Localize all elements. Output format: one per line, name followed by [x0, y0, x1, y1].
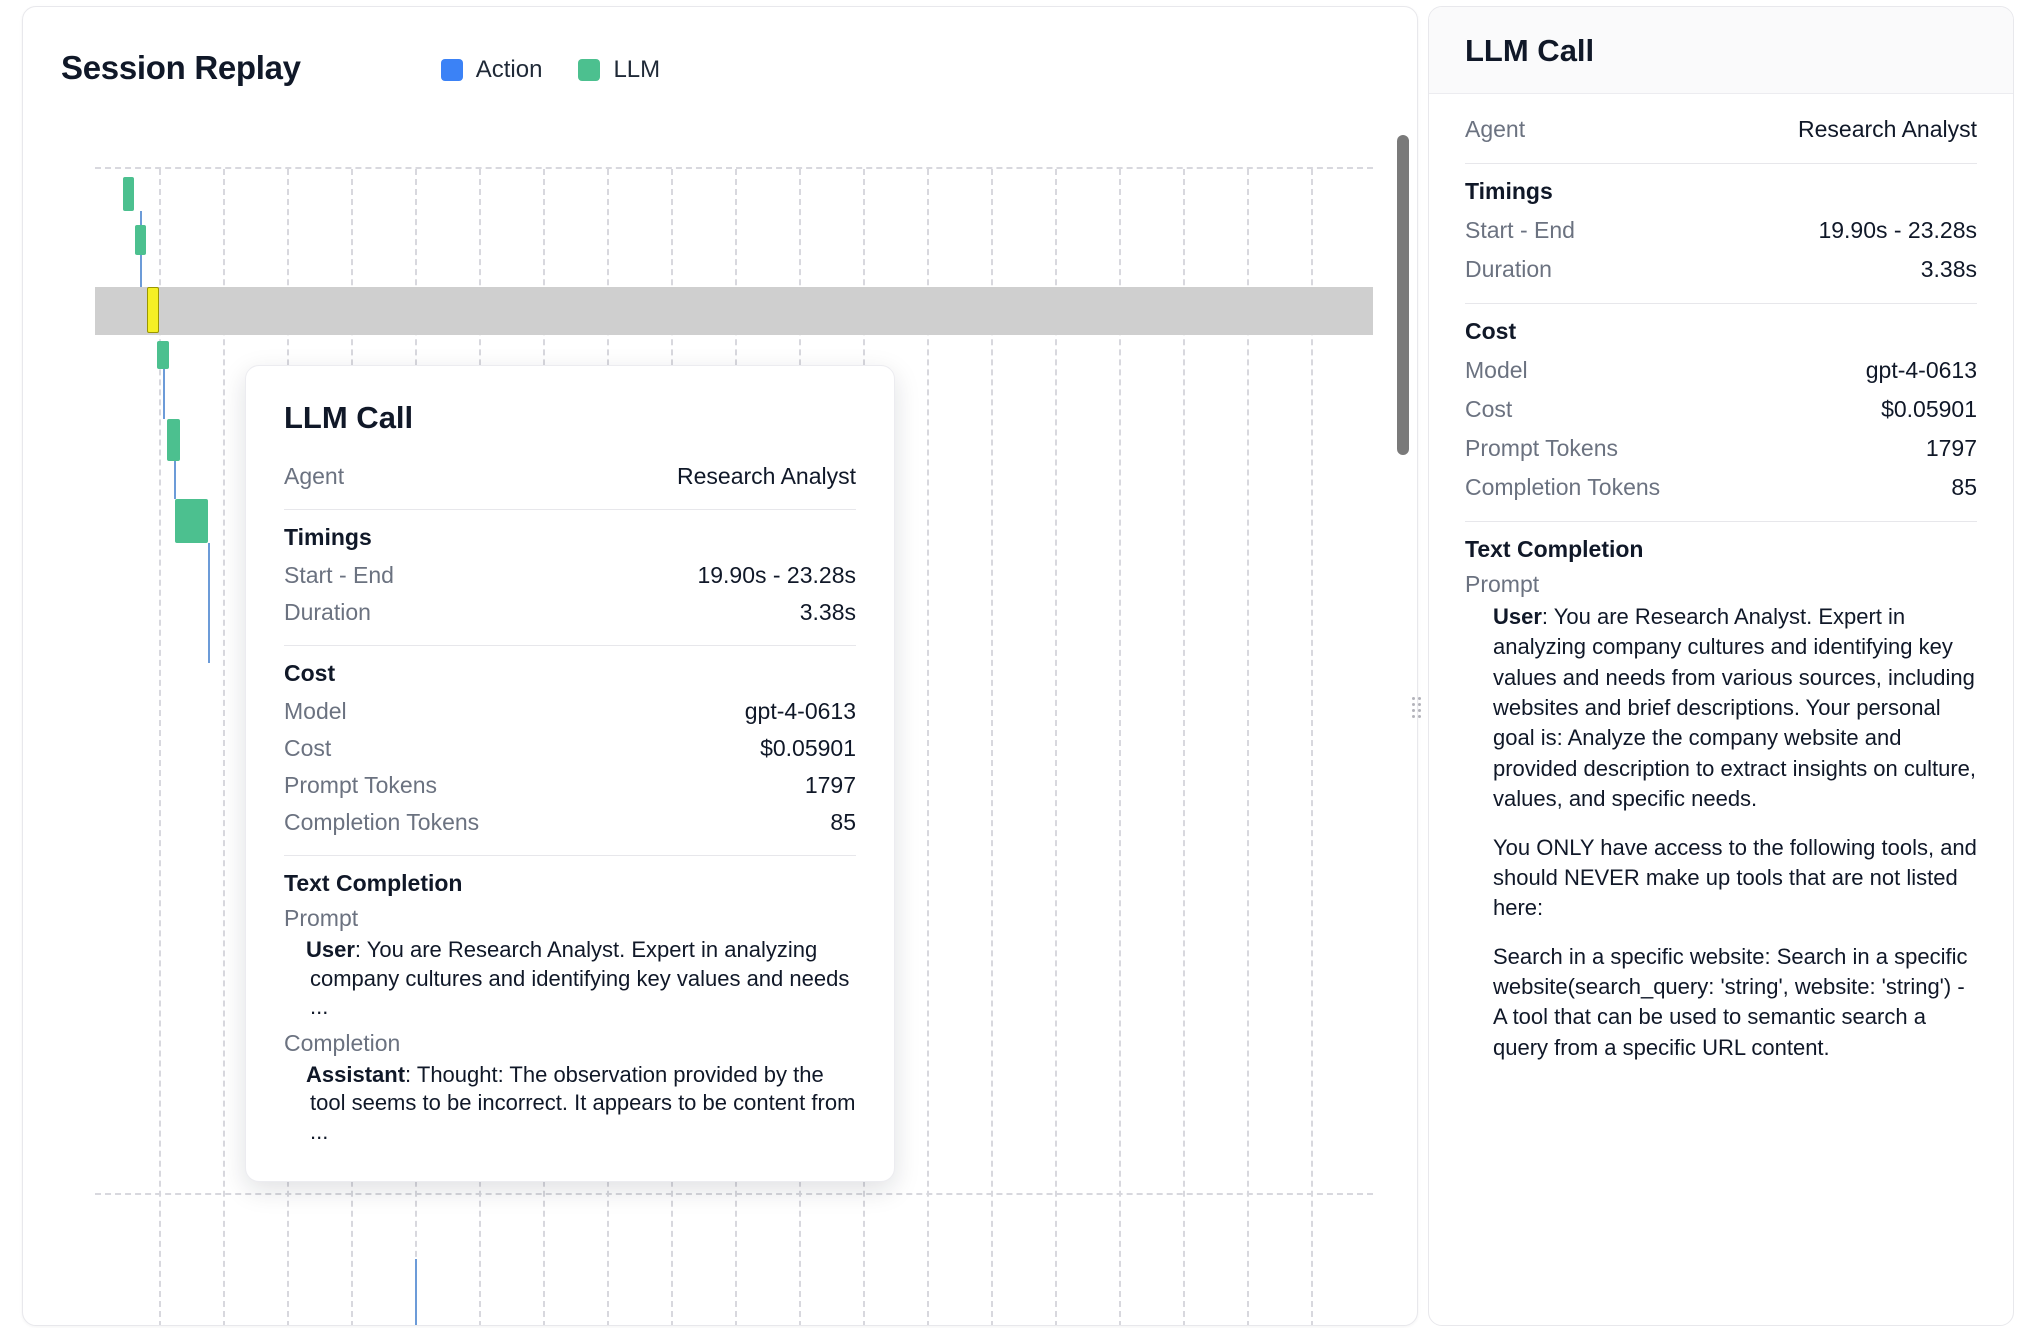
handle-dot [1418, 703, 1421, 706]
detail-prompt-paragraph-2: You ONLY have access to the following tools, and should NEVER make up tools that are not listed here: [1493, 834, 1977, 921]
tooltip-prompt-tokens-label: Prompt Tokens [284, 772, 437, 798]
timeline-gridline [1183, 169, 1185, 1326]
detail-model-label: Model [1465, 357, 1528, 383]
handle-dot [1418, 715, 1421, 718]
action-swatch-icon [441, 59, 463, 81]
handle-dot [1412, 709, 1415, 712]
detail-startend-value: 19.90s - 23.28s [1818, 217, 1977, 243]
legend [441, 52, 660, 84]
tooltip-timings-head: Timings [284, 524, 372, 550]
detail-cost-value: $0.05901 [1881, 396, 1977, 422]
tooltip-cost-head: Cost [284, 660, 336, 686]
timeline-connector [174, 461, 176, 499]
detail-model-row [1465, 351, 1977, 390]
timeline-bar-selected[interactable] [147, 287, 159, 333]
timeline-connector [163, 369, 165, 419]
detail-prompt-label: Prompt [1465, 571, 1540, 597]
page-title: Session Replay [61, 49, 301, 86]
detail-prompt-paragraph-3: Search in a specific website: Search in a specific website(search_query: 'string', website: 'string') - A tool that can be used to semantic search a query from a specific URL content. [1493, 943, 1968, 1060]
timeline-row-highlight[interactable] [95, 287, 1373, 335]
divider [1465, 521, 1977, 522]
legend-label-llm: LLM [613, 56, 661, 83]
timeline-bar-llm[interactable] [157, 341, 169, 369]
timeline-gridline [1311, 169, 1313, 1326]
tooltip-completion-tokens-label: Completion Tokens [284, 809, 480, 835]
panel-resize-handle[interactable] [1410, 696, 1424, 720]
llm-call-tooltip [245, 365, 895, 1182]
detail-completion-tokens-value: 85 [1951, 474, 1977, 500]
timeline-bar-llm[interactable] [135, 225, 146, 255]
timeline-gridline [223, 169, 225, 1326]
divider [284, 855, 856, 856]
tooltip-prompt-label: Prompt [284, 905, 359, 931]
detail-completion-tokens-label: Completion Tokens [1465, 474, 1661, 500]
timeline-connector [415, 1259, 417, 1326]
handle-dot [1412, 715, 1415, 718]
handle-dot [1412, 697, 1415, 700]
tooltip-cost-label: Cost [284, 735, 332, 761]
tooltip-completion-text: : Thought: The observation provided by the tool seems to be incorrect. It appears to be content from ... [310, 1061, 856, 1144]
detail-cost-label: Cost [1465, 396, 1513, 422]
detail-completion-tokens-row [1465, 468, 1977, 507]
divider [284, 645, 856, 646]
tooltip-prompt-role: User [306, 937, 355, 962]
tooltip-prompt-text: : You are Research Analyst. Expert in analyzing company cultures and identifying key values and needs ... [310, 937, 850, 1020]
panel-header [23, 7, 1417, 87]
tooltip-startend-value: 19.90s - 23.28s [697, 562, 856, 588]
tooltip-completion-tokens-row [284, 804, 856, 841]
divider [284, 509, 856, 510]
tooltip-text-completion-head: Text Completion [284, 870, 463, 896]
timeline-gridline [1119, 169, 1121, 1326]
tooltip-prompt-tokens-value: 1797 [804, 772, 856, 798]
tooltip-startend-row [284, 557, 856, 594]
tooltip-duration-row [284, 594, 856, 631]
tooltip-duration-value: 3.38s [799, 599, 856, 625]
tooltip-agent-value: Research Analyst [677, 463, 856, 489]
divider [1465, 303, 1977, 304]
handle-dot [1418, 697, 1421, 700]
detail-cost-row [1465, 390, 1977, 429]
detail-duration-value: 3.38s [1920, 256, 1977, 282]
handle-dot [1418, 709, 1421, 712]
detail-startend-row [1465, 211, 1977, 250]
tooltip-title: LLM Call [284, 400, 414, 435]
detail-duration-row [1465, 250, 1977, 289]
detail-prompt-tokens-value: 1797 [1925, 435, 1977, 461]
tooltip-agent-row [284, 458, 856, 495]
detail-prompt-role: User [1493, 604, 1542, 629]
tooltip-cost-value: $0.05901 [760, 735, 856, 761]
legend-item-llm[interactable] [578, 56, 660, 84]
timeline-gridline [1247, 169, 1249, 1326]
detail-prompt-tokens-row [1465, 429, 1977, 468]
tooltip-prompt-message [306, 936, 856, 1022]
tooltip-startend-label: Start - End [284, 562, 394, 588]
detail-agent-row [1465, 110, 1977, 149]
detail-timings-head: Timings [1465, 178, 1553, 204]
llm-swatch-icon [578, 59, 600, 81]
detail-prompt-paragraph-1 [1493, 602, 1977, 815]
timeline-gridline [991, 169, 993, 1326]
tooltip-agent-label: Agent [284, 463, 345, 489]
tooltip-prompt-tokens-row [284, 767, 856, 804]
detail-model-value: gpt-4-0613 [1865, 357, 1977, 383]
tooltip-duration-label: Duration [284, 599, 371, 625]
legend-label-action: Action [475, 56, 543, 83]
panel-scrollbar[interactable] [1397, 135, 1409, 1275]
session-replay-panel [22, 6, 1418, 1326]
tooltip-completion-message [306, 1061, 856, 1147]
detail-duration-label: Duration [1465, 256, 1552, 282]
detail-agent-label: Agent [1465, 116, 1526, 142]
tooltip-model-label: Model [284, 698, 347, 724]
timeline-gridline [927, 169, 929, 1326]
tooltip-model-row [284, 693, 856, 730]
timeline-gridline [1055, 169, 1057, 1326]
detail-body[interactable] [1429, 94, 2013, 1324]
tooltip-completion-role: Assistant [306, 1061, 406, 1087]
timeline-gridline-bottom [95, 1193, 1373, 1195]
panel-scrollbar-thumb[interactable] [1397, 135, 1409, 455]
detail-text-completion-head: Text Completion [1465, 536, 1644, 562]
timeline-bar-llm[interactable] [123, 177, 134, 211]
detail-title: LLM Call [1465, 33, 1595, 68]
llm-call-detail-panel [1428, 6, 2014, 1326]
timeline-bar-llm[interactable] [167, 419, 180, 461]
detail-prompt-block [1493, 602, 1977, 1063]
detail-prompt-text-1: : You are Research Analyst. Expert in analyzing company cultures and identifying key values and needs from various sources, including websites and brief descriptions. Your personal goal is: Analyze the company website and provided description to extract insights on culture, values, and specific needs. [1493, 604, 1977, 812]
detail-prompt-tokens-label: Prompt Tokens [1465, 435, 1618, 461]
tooltip-completion-tokens-value: 85 [830, 809, 856, 835]
legend-item-action[interactable] [441, 56, 543, 84]
divider [1465, 163, 1977, 164]
timeline-bar-llm[interactable] [175, 499, 208, 543]
tooltip-model-value: gpt-4-0613 [744, 698, 856, 724]
detail-startend-label: Start - End [1465, 217, 1575, 243]
timeline-connector [208, 543, 210, 663]
tooltip-cost-row [284, 730, 856, 767]
tooltip-completion-label: Completion [284, 1029, 401, 1056]
detail-header [1429, 7, 2013, 94]
handle-dot [1412, 703, 1415, 706]
detail-agent-value: Research Analyst [1798, 116, 1977, 142]
detail-cost-head: Cost [1465, 318, 1517, 344]
